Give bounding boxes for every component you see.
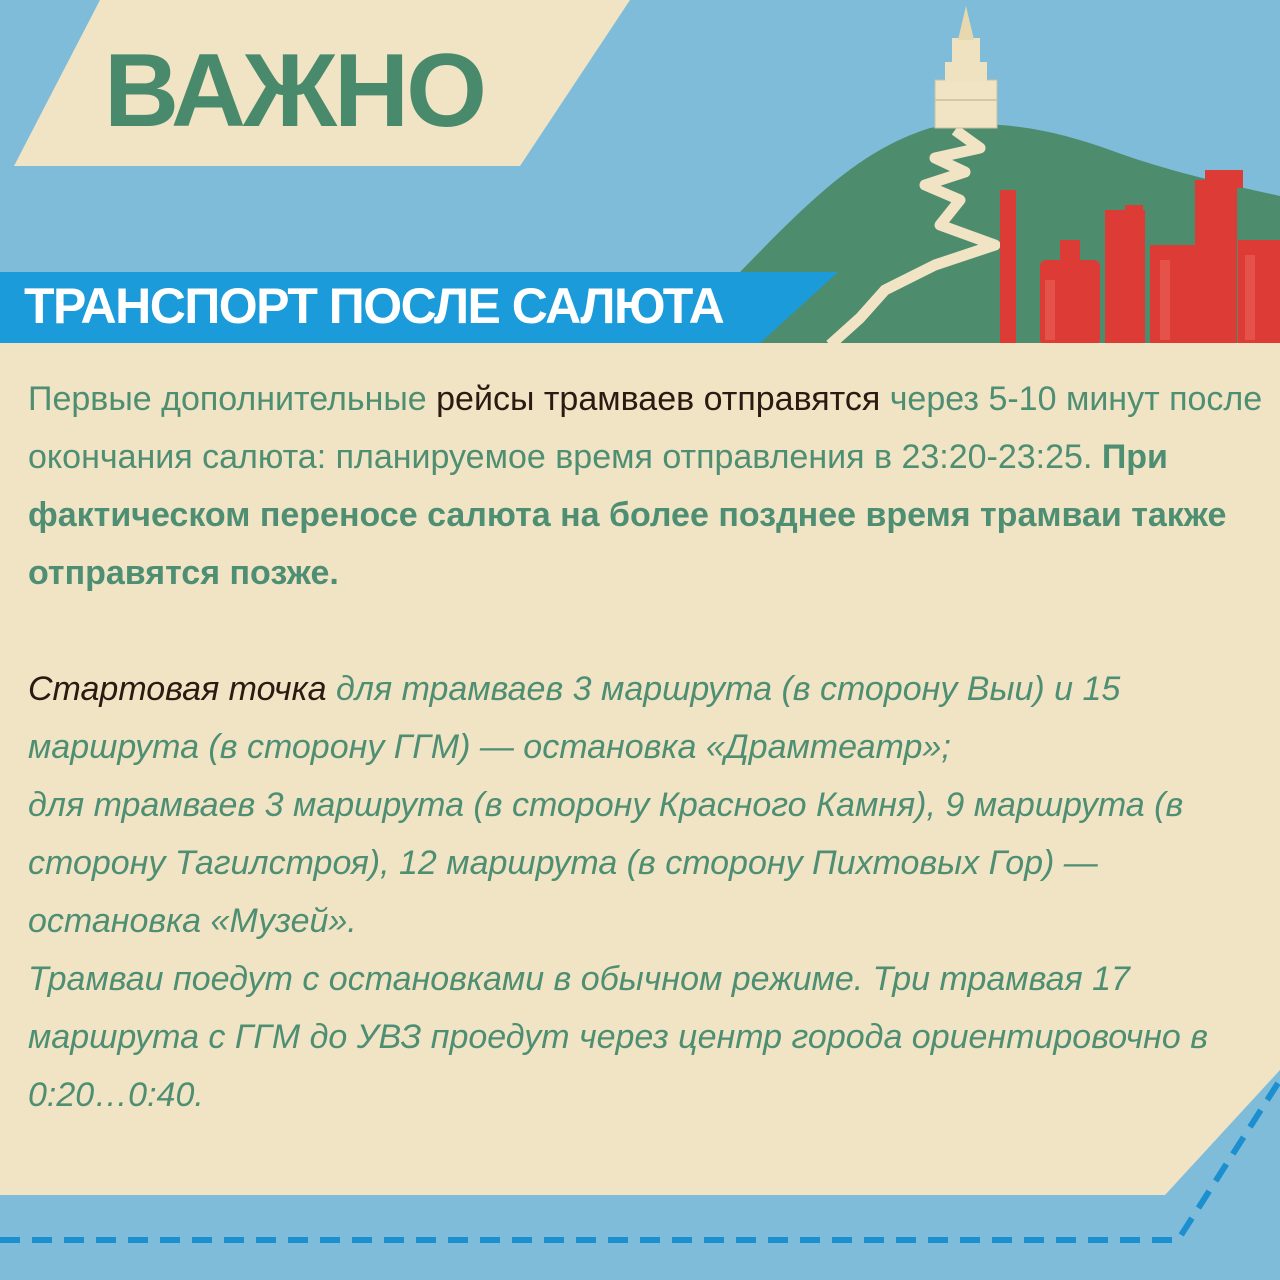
- start-point-paragraph: [28, 660, 1268, 776]
- departure-time: через 5-10 минут после окончания салюта: планируемое время отправления в 23:20-23:25.: [28, 380, 1263, 476]
- regular-mode-paragraph: Трамваи поедут с остановками в обычном режиме. Три трамвая 17 маршрута с ГГМ до УВЗ проедут через центр города ориентировочно в 0:20…0:40.: [28, 960, 1208, 1114]
- notice-text: [28, 370, 1268, 1124]
- departure-warning: При фактическом переносе салюта на более позднее время трамваи также отправятся позже.: [28, 438, 1227, 592]
- start-point-label: Стартовая точка: [28, 670, 327, 708]
- start-point-dramteatr: для трамваев 3 маршрута (в сторону Выи) и 15 маршрута (в сторону ГГМ) — остановка «Драмтеатр»;: [28, 670, 1121, 766]
- headline-title: ВАЖНО: [104, 33, 485, 149]
- subtitle-title: ТРАНСПОРТ ПОСЛЕ САЛЮТА: [24, 278, 724, 334]
- departure-paragraph: [28, 370, 1268, 602]
- departure-highlight: рейсы трамваев отправятся: [436, 380, 881, 418]
- departure-intro: Первые дополнительные: [28, 380, 437, 418]
- start-point-museum: для трамваев 3 маршрута (в сторону Красного Камня), 9 маршрута (в сторону Тагилстроя), 12 маршрута (в сторону Пихтовых Гор) — остановка «Музей».: [28, 786, 1184, 940]
